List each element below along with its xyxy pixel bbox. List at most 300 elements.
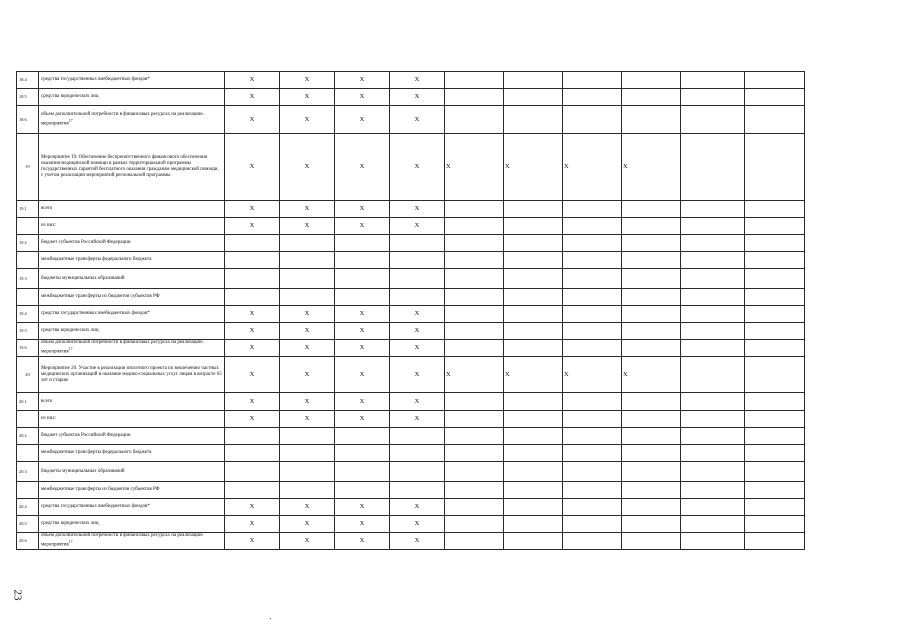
- cell-empty: [681, 252, 745, 269]
- cell-x2: [622, 218, 681, 235]
- row-description-text: Мероприятие 19. Обеспечение беспрепятственного финансового обеспечения оказания медицинской помощи в рамках территориальной программы государственных гарантий бесплатного оказания гражданам медицинской помощи, с учетом реализации мероприятий региональной программы: [41, 155, 219, 178]
- cell-empty: [745, 218, 805, 235]
- cell-x: X: [335, 340, 390, 357]
- row-number: [17, 445, 39, 462]
- cell-x: X: [280, 201, 335, 218]
- row-description: [39, 106, 225, 134]
- cell-x2: [445, 428, 504, 445]
- row-description-text: Мероприятие 20. Участие в реализации пилотного проекта по вовлечению частных медицинских организаций в оказание медико-социальных услуг лицам в возрасте 65 лет и старше: [41, 365, 222, 383]
- cell-empty: [745, 306, 805, 323]
- table-row: [17, 72, 805, 89]
- row-description: [39, 235, 225, 252]
- cell-x: X: [225, 357, 280, 393]
- cell-x2: [445, 445, 504, 462]
- footnote-mark: 17: [68, 347, 73, 352]
- cell-empty: [681, 462, 745, 482]
- row-number: 19: [17, 134, 39, 201]
- cell-x: X: [390, 411, 445, 428]
- table-row: [17, 269, 805, 289]
- cell-empty: [745, 72, 805, 89]
- cell-x: X: [280, 306, 335, 323]
- page-number: 23: [11, 589, 24, 601]
- cell-empty: [745, 106, 805, 134]
- cell-x2: [622, 499, 681, 516]
- cell-x: [390, 269, 445, 289]
- cell-x: X: [280, 323, 335, 340]
- cell-x2: [563, 72, 622, 89]
- cell-x2: [563, 428, 622, 445]
- cell-x2: [622, 482, 681, 499]
- cell-x2: [563, 411, 622, 428]
- row-description: [39, 462, 225, 482]
- row-description: [39, 252, 225, 269]
- cell-empty: [681, 428, 745, 445]
- cell-empty: [745, 340, 805, 357]
- cell-x2: [563, 89, 622, 106]
- table-row: [17, 106, 805, 134]
- cell-empty: [681, 89, 745, 106]
- row-description: [39, 306, 225, 323]
- cell-x: X: [280, 218, 335, 235]
- row-description-text: всего: [41, 398, 53, 404]
- cell-x: X: [225, 340, 280, 357]
- cell-x: X: [225, 533, 280, 550]
- cell-empty: [745, 482, 805, 499]
- row-description-text: средства юридических лиц: [41, 94, 99, 99]
- cell-x2: [622, 428, 681, 445]
- cell-empty: [745, 533, 805, 550]
- cell-x2: [622, 516, 681, 533]
- cell-x: X: [280, 516, 335, 533]
- cell-x2: [563, 393, 622, 411]
- cell-x: X: [225, 499, 280, 516]
- cell-empty: [681, 306, 745, 323]
- cell-x: X: [335, 89, 390, 106]
- cell-x2: [563, 533, 622, 550]
- row-number: 20.6: [17, 533, 39, 550]
- cell-x2: [563, 340, 622, 357]
- row-number: 18.4: [17, 72, 39, 89]
- cell-x2: [445, 499, 504, 516]
- table-row: [17, 516, 805, 533]
- cell-x: [335, 235, 390, 252]
- cell-x2: [563, 499, 622, 516]
- row-description-text: межбюджетные трансферты федерального бюджета: [41, 450, 152, 455]
- cell-x: X: [280, 411, 335, 428]
- cell-x: [335, 462, 390, 482]
- row-description-text: межбюджетные трансферты из бюджетов субъектов РФ: [41, 294, 160, 299]
- cell-x2: [563, 323, 622, 340]
- cell-x: X: [390, 306, 445, 323]
- cell-x2: [445, 252, 504, 269]
- row-description-text: объем дополнительной потребности в финансовых ресурсах на реализацию мероприятия: [41, 533, 203, 548]
- row-number: [17, 411, 39, 428]
- cell-x2: [563, 269, 622, 289]
- cell-x2: [504, 445, 563, 462]
- cell-empty: [681, 106, 745, 134]
- cell-x2: [504, 428, 563, 445]
- cell-x2: [504, 499, 563, 516]
- table-row: [17, 235, 805, 252]
- cell-x2: [445, 201, 504, 218]
- cell-empty: [745, 462, 805, 482]
- cell-empty: [681, 393, 745, 411]
- cell-empty: [745, 289, 805, 306]
- cell-empty: [681, 218, 745, 235]
- cell-x2: [622, 235, 681, 252]
- cell-empty: [745, 323, 805, 340]
- row-number: 20.5: [17, 516, 39, 533]
- cell-empty: [681, 482, 745, 499]
- cell-x: [280, 269, 335, 289]
- cell-x2: [622, 201, 681, 218]
- row-description-text: объем дополнительной потребности в финансовых ресурсах на реализацию мероприятия: [41, 111, 203, 127]
- cell-x: X: [280, 357, 335, 393]
- table-row: [17, 289, 805, 306]
- cell-empty: [681, 499, 745, 516]
- cell-x: [225, 269, 280, 289]
- cell-empty: [681, 516, 745, 533]
- cell-x: X: [335, 306, 390, 323]
- row-number: [17, 218, 39, 235]
- cell-empty: [681, 134, 745, 201]
- cell-x: X: [225, 411, 280, 428]
- cell-x2: [445, 106, 504, 134]
- footnote-mark: 17: [68, 118, 73, 123]
- row-number: 19.2: [17, 235, 39, 252]
- table-row: [17, 218, 805, 235]
- cell-empty: [745, 89, 805, 106]
- cell-x: [225, 235, 280, 252]
- cell-x: X: [390, 499, 445, 516]
- cell-x2: [622, 106, 681, 134]
- cell-x: [335, 252, 390, 269]
- row-description: [39, 72, 225, 89]
- cell-x2: [622, 533, 681, 550]
- cell-x2: [445, 306, 504, 323]
- cell-x: X: [390, 340, 445, 357]
- cell-x: X: [225, 106, 280, 134]
- cell-x2: [622, 445, 681, 462]
- cell-x: X: [280, 89, 335, 106]
- row-description: [39, 393, 225, 411]
- cell-x: X: [335, 499, 390, 516]
- cell-empty: [681, 323, 745, 340]
- row-number: [17, 289, 39, 306]
- cell-x: [280, 445, 335, 462]
- cell-x: X: [225, 393, 280, 411]
- cell-x2: [563, 218, 622, 235]
- row-number: 19.3: [17, 269, 39, 289]
- row-description: [39, 428, 225, 445]
- cell-x: X: [390, 106, 445, 134]
- cell-empty: [745, 393, 805, 411]
- cell-x2: [445, 411, 504, 428]
- cell-empty: [681, 235, 745, 252]
- cell-x: X: [335, 218, 390, 235]
- row-number: 20: [17, 357, 39, 393]
- cell-x: X: [225, 72, 280, 89]
- cell-x: X: [225, 134, 280, 201]
- table-row: [17, 462, 805, 482]
- cell-x: X: [280, 106, 335, 134]
- cell-x: [390, 428, 445, 445]
- cell-x2: [504, 323, 563, 340]
- row-number: 20.1: [17, 393, 39, 411]
- row-description-text: межбюджетные трансферты федерального бюджета: [41, 257, 152, 262]
- row-description-text: бюджет субъектов Российской Федерации: [41, 240, 131, 245]
- table-row: [17, 428, 805, 445]
- cell-x: X: [335, 357, 390, 393]
- cell-x: [225, 445, 280, 462]
- cell-x2: [445, 516, 504, 533]
- row-description-text: всего: [41, 206, 53, 211]
- cell-x: [225, 482, 280, 499]
- cell-x: X: [335, 323, 390, 340]
- row-description-text: межбюджетные трансферты из бюджетов субъектов РФ: [41, 487, 160, 492]
- cell-x2: [622, 89, 681, 106]
- row-description-text: средства государственных внебюджетных фондов*: [41, 311, 150, 316]
- row-description-text: средства юридических лиц: [41, 521, 99, 526]
- cell-x2: [504, 462, 563, 482]
- cell-empty: [745, 357, 805, 393]
- cell-empty: [745, 516, 805, 533]
- row-number: 18.5: [17, 89, 39, 106]
- cell-x: [280, 428, 335, 445]
- cell-x2: X: [445, 134, 504, 201]
- cell-x2: [445, 393, 504, 411]
- cell-x: [335, 428, 390, 445]
- cell-empty: [681, 340, 745, 357]
- cell-x: X: [390, 533, 445, 550]
- row-number: 20.2: [17, 428, 39, 445]
- cell-empty: [745, 411, 805, 428]
- cell-x2: [563, 106, 622, 134]
- cell-x: X: [390, 89, 445, 106]
- row-number: 19.6: [17, 340, 39, 357]
- table-row: [17, 323, 805, 340]
- cell-x: X: [390, 72, 445, 89]
- cell-empty: [745, 428, 805, 445]
- cell-x: X: [280, 72, 335, 89]
- cell-x: [280, 252, 335, 269]
- scan-dot: [270, 618, 271, 619]
- cell-x: X: [335, 201, 390, 218]
- cell-x2: [622, 393, 681, 411]
- cell-x: [225, 252, 280, 269]
- cell-x2: [445, 89, 504, 106]
- table-row: [17, 340, 805, 357]
- cell-x: [390, 445, 445, 462]
- cell-empty: [681, 411, 745, 428]
- footnote-mark: 17: [68, 540, 73, 545]
- table-row: [17, 445, 805, 462]
- cell-empty: [745, 201, 805, 218]
- cell-x2: [445, 218, 504, 235]
- cell-x: [280, 482, 335, 499]
- row-description: [39, 323, 225, 340]
- row-description-text: средства государственных внебюджетных фондов*: [41, 504, 150, 509]
- row-description: [39, 89, 225, 106]
- cell-x: [335, 445, 390, 462]
- table-row: [17, 411, 805, 428]
- cell-x2: [563, 516, 622, 533]
- cell-x: X: [280, 393, 335, 411]
- cell-x: [335, 289, 390, 306]
- cell-empty: [745, 134, 805, 201]
- cell-x: X: [335, 106, 390, 134]
- row-number: 19.4: [17, 306, 39, 323]
- cell-x: [390, 289, 445, 306]
- cell-empty: [681, 201, 745, 218]
- cell-x2: [504, 235, 563, 252]
- cell-x2: [504, 106, 563, 134]
- row-description: [39, 269, 225, 289]
- budget-table: [16, 71, 805, 550]
- cell-x2: [445, 269, 504, 289]
- row-description: [39, 411, 225, 428]
- cell-x2: [504, 72, 563, 89]
- cell-x: X: [225, 89, 280, 106]
- cell-empty: [681, 289, 745, 306]
- row-number: 18.6: [17, 106, 39, 134]
- cell-x: [225, 462, 280, 482]
- row-number: 20.3: [17, 462, 39, 482]
- cell-x: [335, 269, 390, 289]
- cell-x: X: [390, 516, 445, 533]
- table-row: [17, 201, 805, 218]
- row-description-text: бюджет субъектов Российской Федерации: [41, 433, 131, 438]
- cell-x2: X: [504, 134, 563, 201]
- cell-x: [390, 462, 445, 482]
- cell-x: [390, 482, 445, 499]
- cell-x: X: [335, 411, 390, 428]
- cell-x2: X: [622, 134, 681, 201]
- row-number: [17, 252, 39, 269]
- row-description-text: объем дополнительной потребности в финансовых ресурсах на реализацию мероприятия: [41, 340, 203, 355]
- cell-x: X: [390, 218, 445, 235]
- row-description: [39, 218, 225, 235]
- cell-x2: [622, 306, 681, 323]
- cell-x2: [563, 482, 622, 499]
- cell-empty: [745, 445, 805, 462]
- table-row: [17, 252, 805, 269]
- cell-x: X: [390, 201, 445, 218]
- row-description: [39, 357, 225, 393]
- row-description: [39, 340, 225, 357]
- table-row: [17, 357, 805, 393]
- cell-x: X: [280, 499, 335, 516]
- row-description: [39, 516, 225, 533]
- row-description: [39, 482, 225, 499]
- cell-x2: [622, 72, 681, 89]
- cell-x: X: [225, 516, 280, 533]
- cell-x2: [445, 289, 504, 306]
- row-description: [39, 201, 225, 218]
- cell-x: X: [335, 393, 390, 411]
- cell-x: [225, 428, 280, 445]
- cell-x: [225, 289, 280, 306]
- cell-x: X: [225, 323, 280, 340]
- cell-x2: [445, 340, 504, 357]
- cell-x2: [563, 462, 622, 482]
- cell-empty: [745, 269, 805, 289]
- row-number: 19.1: [17, 201, 39, 218]
- table-row: [17, 134, 805, 201]
- cell-x: X: [335, 72, 390, 89]
- cell-x: [280, 289, 335, 306]
- cell-empty: [745, 499, 805, 516]
- cell-empty: [681, 269, 745, 289]
- row-description-text: бюджеты муниципальных образований: [41, 468, 125, 474]
- cell-x2: [504, 482, 563, 499]
- row-description: [39, 533, 225, 550]
- cell-empty: [745, 252, 805, 269]
- cell-x2: X: [504, 357, 563, 393]
- cell-x2: [445, 323, 504, 340]
- cell-x2: [504, 393, 563, 411]
- cell-x: [280, 462, 335, 482]
- table-row: [17, 499, 805, 516]
- cell-x2: [563, 235, 622, 252]
- cell-x2: [504, 89, 563, 106]
- row-description-text: бюджеты муниципальных образований: [41, 275, 125, 281]
- row-description-text: средства государственных внебюджетных фондов*: [41, 77, 150, 82]
- cell-x2: [563, 201, 622, 218]
- cell-empty: [681, 533, 745, 550]
- cell-x: X: [390, 134, 445, 201]
- cell-x: X: [335, 516, 390, 533]
- row-number: 19.5: [17, 323, 39, 340]
- row-description-text: из них:: [41, 416, 57, 421]
- cell-x2: [504, 218, 563, 235]
- cell-x: X: [335, 533, 390, 550]
- cell-empty: [681, 445, 745, 462]
- cell-empty: [745, 235, 805, 252]
- cell-x2: [504, 201, 563, 218]
- cell-x2: [504, 340, 563, 357]
- cell-x2: X: [622, 357, 681, 393]
- cell-x2: [622, 411, 681, 428]
- cell-x2: [504, 306, 563, 323]
- cell-x2: [445, 462, 504, 482]
- cell-x2: [563, 252, 622, 269]
- cell-x2: [622, 252, 681, 269]
- cell-x: X: [225, 306, 280, 323]
- cell-x2: [504, 411, 563, 428]
- row-number: [17, 482, 39, 499]
- cell-x: [390, 235, 445, 252]
- table-row: [17, 533, 805, 550]
- cell-x2: [504, 516, 563, 533]
- cell-x2: [563, 445, 622, 462]
- cell-x: [280, 235, 335, 252]
- cell-x: X: [280, 134, 335, 201]
- cell-x2: X: [563, 357, 622, 393]
- cell-x2: [445, 235, 504, 252]
- cell-x2: [622, 289, 681, 306]
- cell-x2: [445, 533, 504, 550]
- cell-x2: [504, 269, 563, 289]
- cell-x: X: [390, 357, 445, 393]
- table-row: [17, 89, 805, 106]
- row-description-text: из них:: [41, 223, 57, 228]
- cell-x2: [504, 289, 563, 306]
- row-description: [39, 445, 225, 462]
- cell-x2: [622, 323, 681, 340]
- cell-x2: [622, 269, 681, 289]
- cell-x2: [563, 306, 622, 323]
